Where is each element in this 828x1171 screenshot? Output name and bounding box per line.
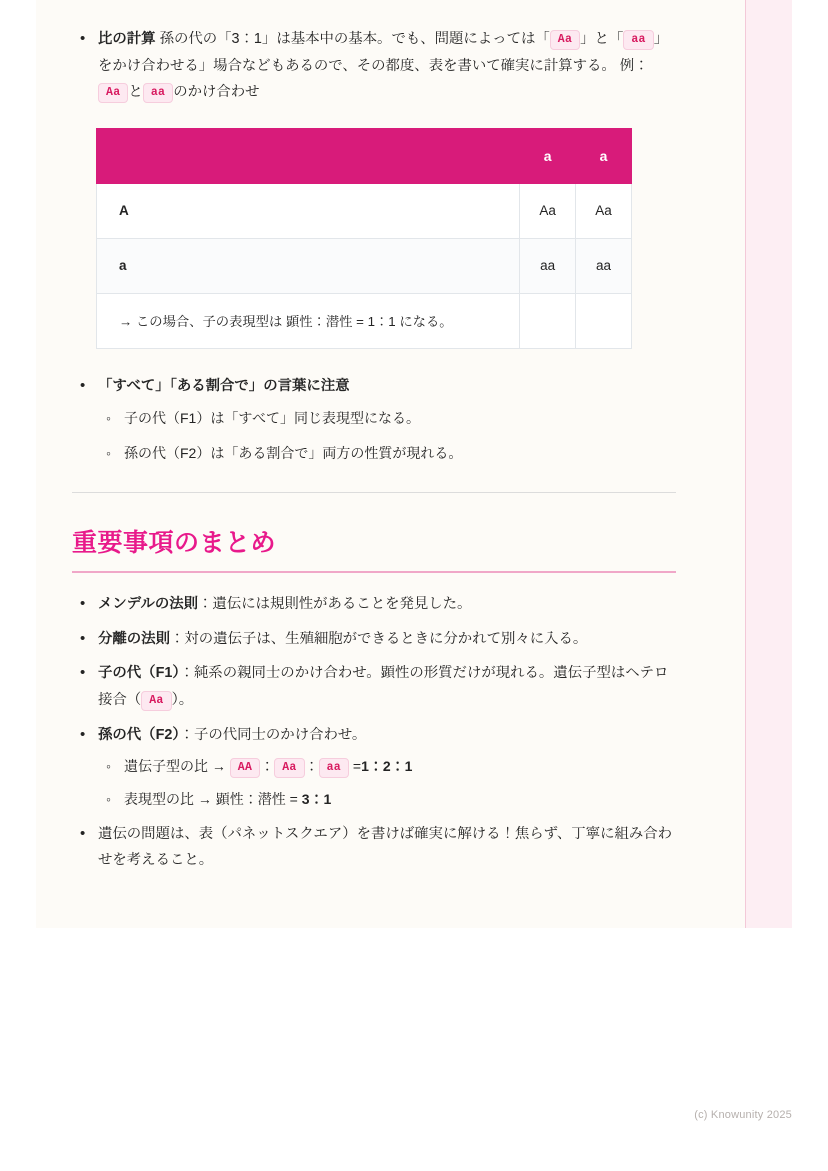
- genotype-sep-2: ：: [304, 758, 319, 775]
- genotype-sep-1: ：: [260, 758, 275, 775]
- summary-text-f1: ：純系の親同士のかけ合わせ。顕性の形質だけが現れる。遺伝子型はヘテロ接合（: [98, 665, 669, 708]
- list-item-mendel-law: [72, 591, 676, 618]
- ratio-calc-text-4: と: [128, 84, 143, 101]
- table-header-col-a2: a: [576, 128, 632, 183]
- list-item-separation-law: [72, 626, 676, 653]
- table-cell-aa-1: aa: [520, 238, 576, 293]
- chip-aa-heterozygous-3: Aa: [141, 691, 171, 711]
- table-header-corner: [97, 128, 520, 183]
- f2-sublist: [98, 754, 676, 812]
- table-note-row: [97, 293, 632, 348]
- summary-text-f2: ：子の代同士のかけ合わせ。: [179, 726, 367, 743]
- chip-aa-recessive-1: aa: [623, 30, 653, 50]
- table-header-row: [97, 128, 632, 183]
- ratio-calc-lead: 比の計算: [98, 31, 156, 47]
- summary-list: [72, 591, 676, 874]
- phenotype-ratio-prefix: 表現型の比 → 顕性：潜性 =: [124, 791, 298, 808]
- genotype-ratio-value: 1：2：1: [361, 758, 413, 775]
- summary-lead-separation: 分離の法則: [98, 630, 170, 647]
- punnett-square-table: [96, 128, 632, 349]
- summary-text-mendel: ：遺伝には規則性があることを発見した。: [198, 595, 472, 612]
- chip-aa-recessive-2: aa: [143, 83, 173, 103]
- genotype-ratio-prefix: 遺伝子型の比 →: [124, 758, 226, 775]
- table-note-text: → この場合、子の表現型は 顕性：潜性 = 1：1 になる。: [97, 293, 520, 348]
- table-row: [97, 238, 632, 293]
- punnett-square-wrapper: [96, 128, 632, 349]
- section-divider: [72, 492, 676, 493]
- list-item-f2-generation: [72, 722, 676, 813]
- list-item-f2: ◦ 孫の代（F2）は「ある割合で」両方の性質が現れる。: [98, 441, 676, 466]
- summary-lead-f2: 孫の代（F2）: [98, 726, 180, 743]
- table-header-col-a1: a: [520, 128, 576, 183]
- summary-section: [72, 523, 676, 874]
- page-edge-decoration: [745, 0, 792, 928]
- table-rowhead-A: A: [97, 183, 520, 238]
- chip-aa-recessive-3: aa: [319, 758, 349, 778]
- chip-aa-heterozygous-2: Aa: [98, 83, 128, 103]
- list-item-genotype-ratio: [98, 754, 676, 779]
- chip-AA-dominant: AA: [230, 758, 260, 778]
- attention-title: 「すべて」「ある割合で」の言葉に注意: [98, 377, 350, 394]
- page-title: 重要事項のまとめ: [72, 528, 277, 557]
- list-item-f1: ◦ 子の代（F1）は「すべて」同じ表現型になる。: [98, 406, 676, 431]
- phenotype-ratio-value: 3：1: [301, 791, 332, 808]
- summary-text-separation: ：対の遺伝子は、生殖細胞ができるときに分かれて別々に入る。: [169, 630, 588, 647]
- chip-aa-heterozygous-1: Aa: [550, 30, 580, 50]
- table-cell-Aa-2: Aa: [576, 183, 632, 238]
- summary-text-f1-end: ）。: [171, 691, 194, 708]
- ratio-calc-text-5: のかけ合わせ: [173, 84, 260, 101]
- document-page: [36, 0, 792, 928]
- section-heading-underline: [72, 571, 676, 573]
- attention-list: [72, 373, 676, 466]
- chip-Aa-hetero: Aa: [274, 758, 304, 778]
- ratio-calc-text-1: 孫の代の「3：1」は基本中の基本。でも、問題によっては「: [155, 31, 550, 47]
- ratio-calc-list: [72, 26, 676, 106]
- list-item-phenotype-ratio: [98, 787, 676, 812]
- list-item-ratio-calc: [72, 26, 676, 106]
- ratio-calc-text-2: 」と「: [580, 31, 624, 47]
- attention-sublist: [98, 406, 676, 466]
- table-cell-aa-2: aa: [576, 238, 632, 293]
- ratio-calc-text-3: 」をかけ合わせる」場合などもあるので、その都度、表を書いて確実に計算する。 例：: [98, 31, 669, 74]
- list-item-attention: [72, 373, 676, 466]
- table-note-blank-2: [576, 293, 632, 348]
- list-item-closing-advice: • 遺伝の問題は、表（パネットスクエア）を書けば確実に解ける！焦らず、丁寧に組み合わせを考えること。: [72, 821, 676, 874]
- table-cell-Aa-1: Aa: [520, 183, 576, 238]
- table-note-blank-1: [520, 293, 576, 348]
- summary-lead-f1: 子の代（F1）: [98, 665, 180, 682]
- list-item-f1-generation: [72, 660, 676, 713]
- table-rowhead-a: a: [97, 238, 520, 293]
- page-content: [72, 26, 676, 882]
- genotype-equals: =: [352, 758, 362, 775]
- copyright-footer: (c) Knowunity 2025: [694, 1109, 792, 1121]
- table-row: [97, 183, 632, 238]
- summary-lead-mendel: メンデルの法則: [98, 595, 199, 612]
